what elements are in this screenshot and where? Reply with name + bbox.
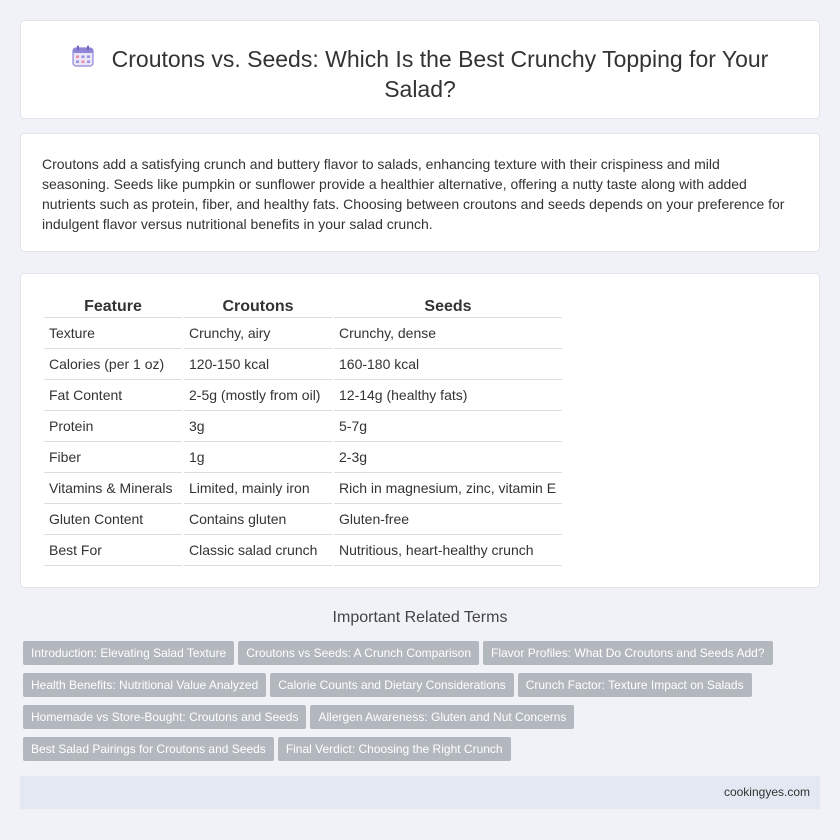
tag-row xyxy=(23,737,803,769)
related-term-tag[interactable]: Allergen Awareness: Gluten and Nut Concerns xyxy=(310,705,574,729)
related-term-tag[interactable]: Best Salad Pairings for Croutons and Seeds xyxy=(23,737,274,761)
table-cell: Limited, mainly iron xyxy=(184,473,332,504)
page-title: Croutons vs. Seeds: Which Is the Best Crunchy Topping for Your Salad? xyxy=(111,46,769,102)
tag-row xyxy=(23,673,803,705)
table-cell: Best For xyxy=(44,535,182,566)
related-term-tag[interactable]: Crunch Factor: Texture Impact on Salads xyxy=(518,673,752,697)
column-header-croutons: Croutons xyxy=(184,296,332,318)
table-row xyxy=(44,504,562,535)
table-row xyxy=(44,411,562,442)
table-cell: Protein xyxy=(44,411,182,442)
table-cell: Fat Content xyxy=(44,380,182,411)
related-term-tag[interactable]: Health Benefits: Nutritional Value Analyzed xyxy=(23,673,266,697)
table-cell: 2-5g (mostly from oil) xyxy=(184,380,332,411)
table-cell: Nutritious, heart-healthy crunch xyxy=(334,535,562,566)
table-cell: Texture xyxy=(44,318,182,349)
intro-paragraph: Croutons add a satisfying crunch and buttery flavor to salads, enhancing texture with their crispiness and mild seasoning. Seeds like pumpkin or sunflower provide a healthier alternative, offering a nutty taste along with added nutrients such as protein, fiber, and healthy fats. Choosing between croutons and seeds depends on your preference for indulgent flavor versus nutritional benefits in your salad crunch. xyxy=(42,156,785,232)
comparison-card xyxy=(20,273,820,588)
table-cell: Calories (per 1 oz) xyxy=(44,349,182,380)
table-cell: 120-150 kcal xyxy=(184,349,332,380)
table-cell: Contains gluten xyxy=(184,504,332,535)
related-terms-heading: Important Related Terms xyxy=(332,609,508,626)
title-row xyxy=(61,44,779,104)
intro-card xyxy=(20,133,820,252)
table-cell: 12-14g (healthy fats) xyxy=(334,380,562,411)
table-cell: Fiber xyxy=(44,442,182,473)
column-header-seeds: Seeds xyxy=(334,296,562,318)
table-row xyxy=(44,318,562,349)
table-cell: Rich in magnesium, zinc, vitamin E xyxy=(334,473,562,504)
table-cell: Classic salad crunch xyxy=(184,535,332,566)
table-cell: 3g xyxy=(184,411,332,442)
table-row xyxy=(44,349,562,380)
table-cell: 160-180 kcal xyxy=(334,349,562,380)
related-terms-list xyxy=(23,641,803,769)
table-cell: 5-7g xyxy=(334,411,562,442)
table-cell: 2-3g xyxy=(334,442,562,473)
table-cell: Vitamins & Minerals xyxy=(44,473,182,504)
table-row xyxy=(44,535,562,566)
related-term-tag[interactable]: Croutons vs Seeds: A Crunch Comparison xyxy=(238,641,479,665)
calendar-icon xyxy=(72,45,94,67)
related-term-tag[interactable]: Flavor Profiles: What Do Croutons and Seeds Add? xyxy=(483,641,772,665)
tag-row xyxy=(23,705,803,737)
footer xyxy=(20,776,820,809)
table-row xyxy=(44,380,562,411)
related-term-tag[interactable]: Calorie Counts and Dietary Considerations xyxy=(270,673,513,697)
related-term-tag[interactable]: Final Verdict: Choosing the Right Crunch xyxy=(278,737,511,761)
table-cell: Crunchy, airy xyxy=(184,318,332,349)
table-row xyxy=(44,442,562,473)
tag-row xyxy=(23,641,803,673)
title-card xyxy=(20,20,820,119)
table-cell: Gluten Content xyxy=(44,504,182,535)
related-term-tag[interactable]: Homemade vs Store-Bought: Croutons and Seeds xyxy=(23,705,306,729)
table-header-row xyxy=(44,296,562,318)
comparison-table xyxy=(42,296,564,566)
table-cell: Gluten-free xyxy=(334,504,562,535)
related-term-tag[interactable]: Introduction: Elevating Salad Texture xyxy=(23,641,234,665)
column-header-feature: Feature xyxy=(44,296,182,318)
table-cell: 1g xyxy=(184,442,332,473)
table-cell: Crunchy, dense xyxy=(334,318,562,349)
table-row xyxy=(44,473,562,504)
footer-site-link[interactable]: cookingyes.com xyxy=(723,785,810,799)
